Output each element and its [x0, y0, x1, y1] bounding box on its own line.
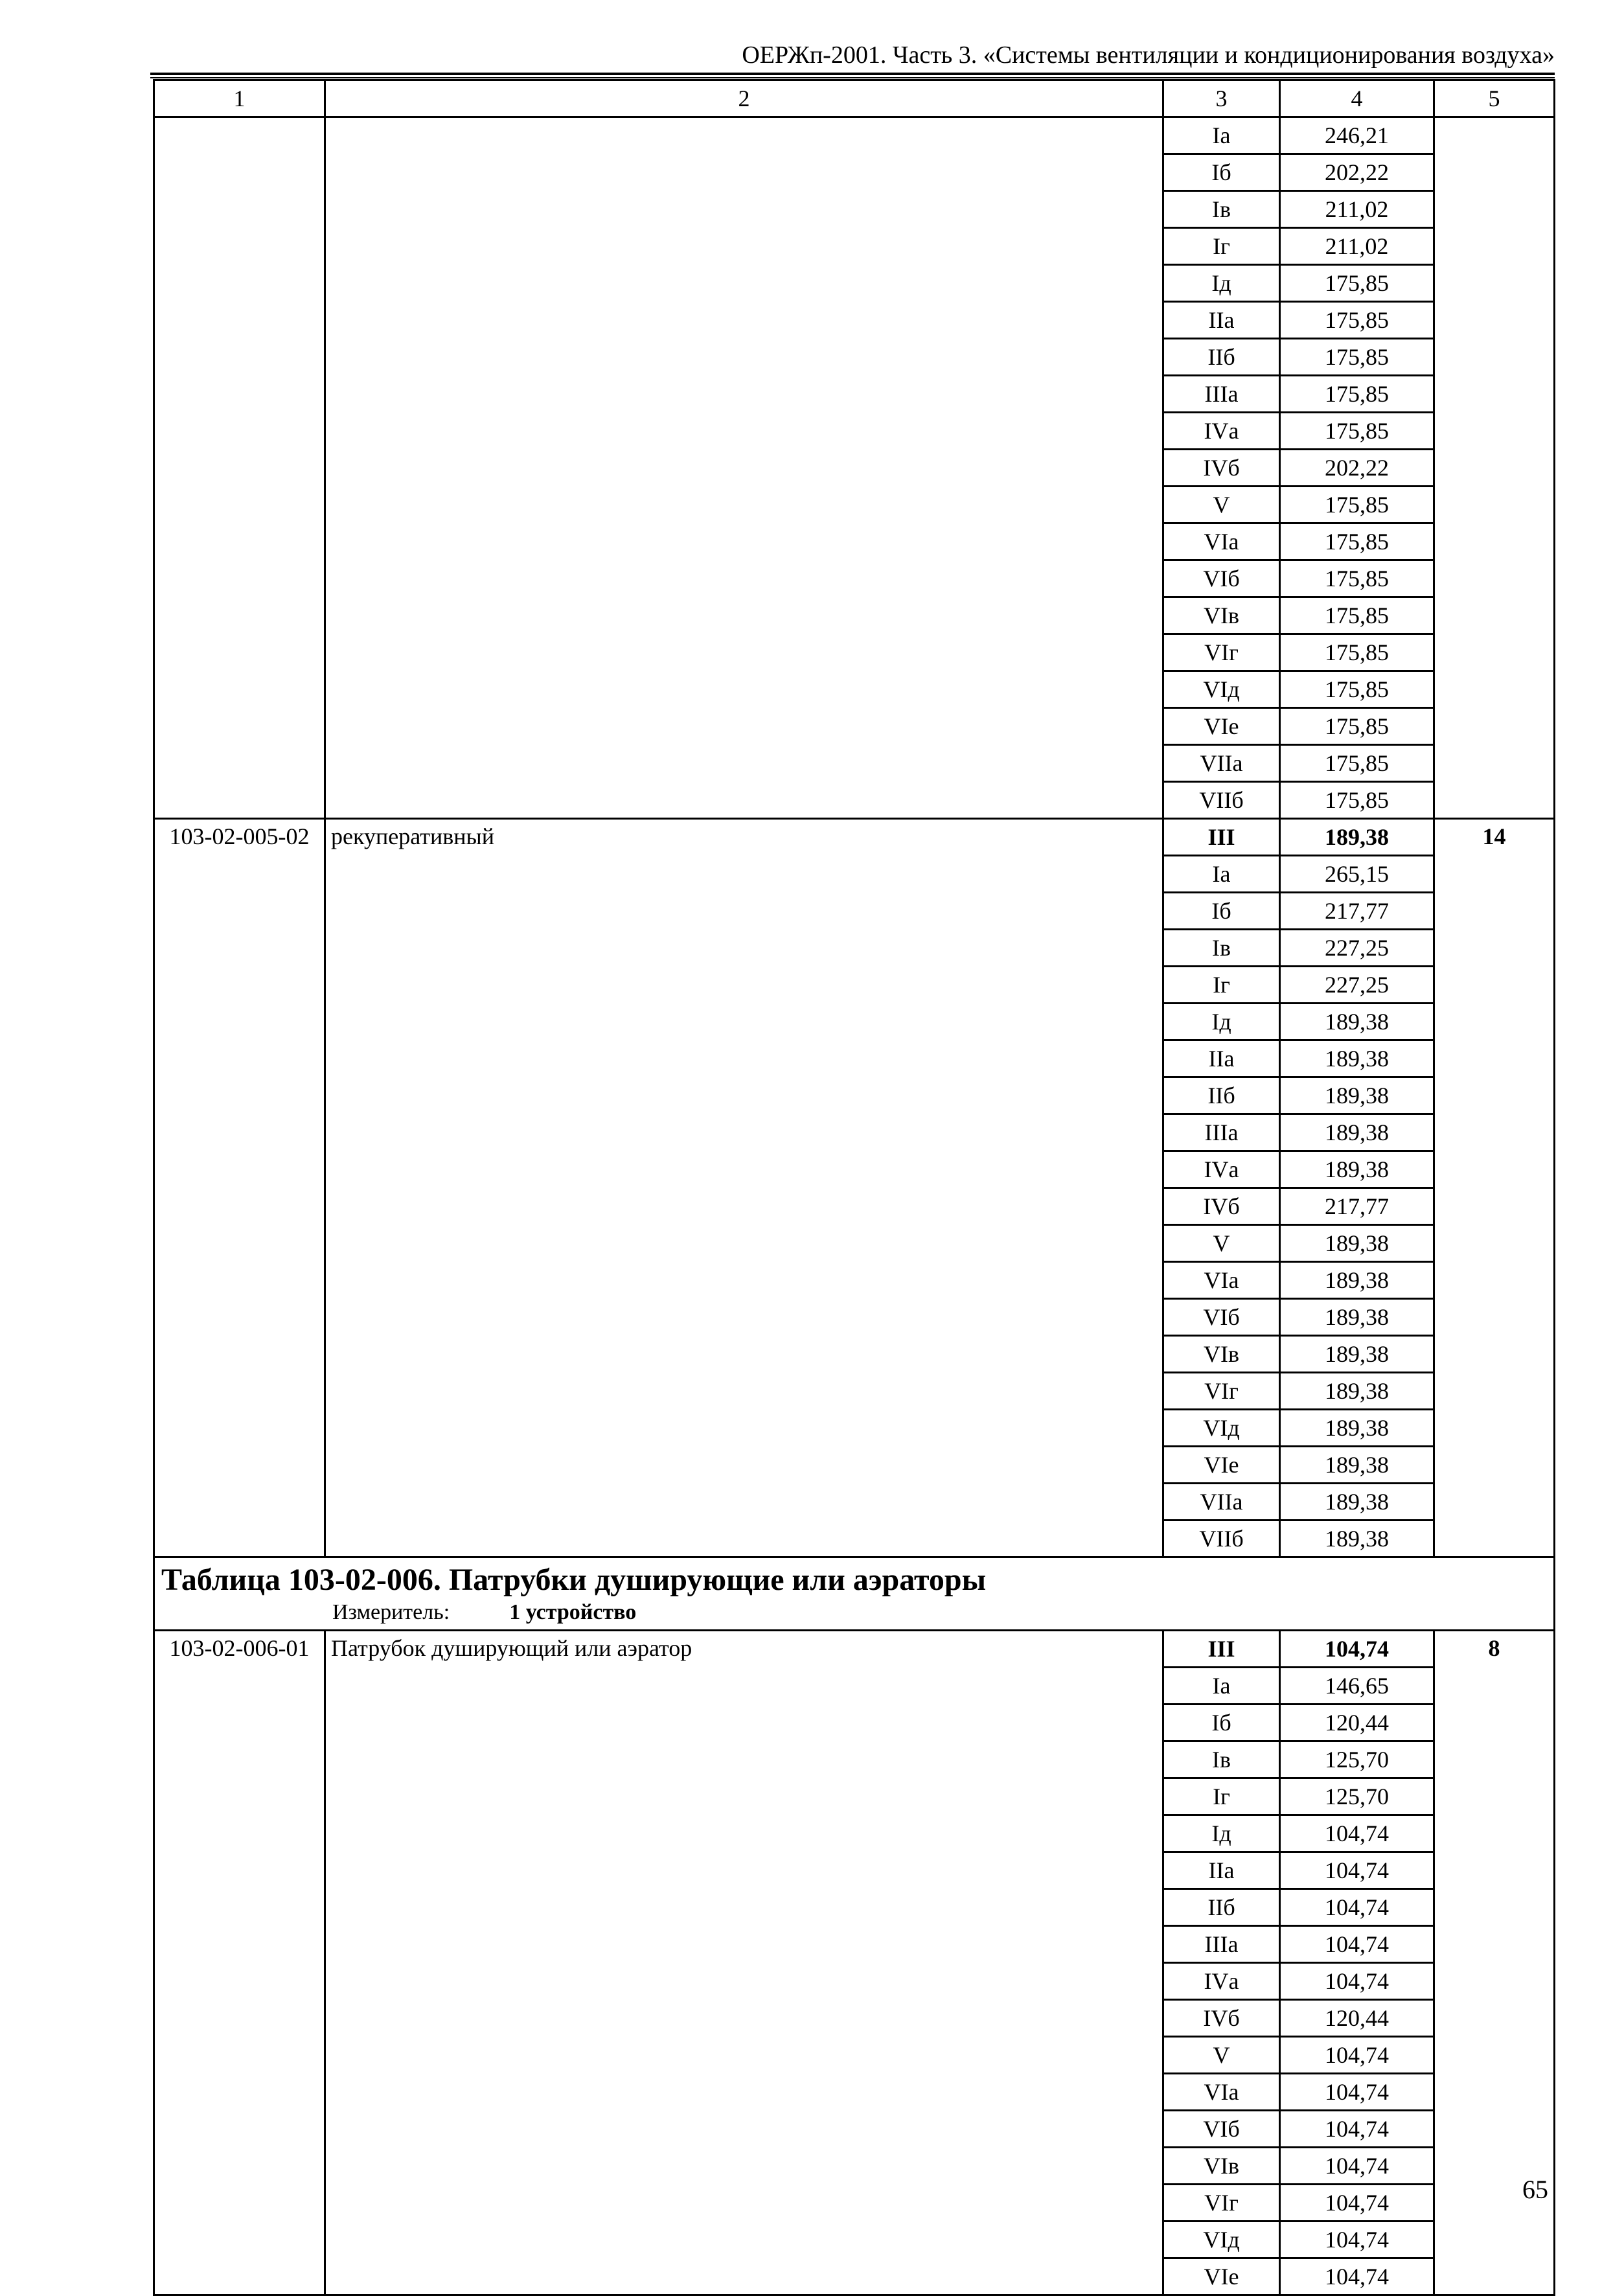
value-cell: 217,77	[1280, 893, 1434, 930]
zone-cell: VIб	[1163, 2111, 1280, 2148]
value-cell: 175,85	[1280, 745, 1434, 782]
value-cell: 175,85	[1280, 265, 1434, 302]
value-cell: 202,22	[1280, 450, 1434, 487]
value-cell: 104,74	[1280, 1815, 1434, 1852]
value-cell: 104,74	[1280, 2037, 1434, 2074]
value-cell: 175,85	[1280, 523, 1434, 560]
value-cell: 104,74	[1280, 2111, 1434, 2148]
zone-cell: IVа	[1163, 413, 1280, 450]
zone-cell: Iб	[1163, 154, 1280, 191]
value-cell: 104,74	[1280, 2221, 1434, 2258]
row-code: 103-02-005-02	[154, 819, 325, 1557]
zone-cell: IIб	[1163, 1889, 1280, 1926]
value-cell: 175,85	[1280, 302, 1434, 339]
rates-table-body	[154, 80, 1555, 2295]
value-cell: 125,70	[1280, 1778, 1434, 1815]
zone-cell: VIIб	[1163, 782, 1280, 819]
zone-cell: VIв	[1163, 597, 1280, 634]
value-cell: 189,38	[1280, 1447, 1434, 1484]
value-cell: 104,74	[1280, 2074, 1434, 2111]
value-cell: 189,38	[1280, 1040, 1434, 1077]
value-cell: 104,74	[1280, 1926, 1434, 1963]
zone-cell: IIа	[1163, 1040, 1280, 1077]
zone-cell: Iв	[1163, 191, 1280, 228]
zone-cell: IVб	[1163, 2000, 1280, 2037]
zone-cell: VIе	[1163, 2258, 1280, 2295]
row-name	[325, 117, 1163, 819]
zone-cell: IIIа	[1163, 1926, 1280, 1963]
zone-cell: IIб	[1163, 339, 1280, 376]
table-row	[154, 117, 1555, 154]
zone-cell: VIIа	[1163, 745, 1280, 782]
zone-cell: VIа	[1163, 523, 1280, 560]
value-cell: 189,38	[1280, 1225, 1434, 1262]
zone-cell: VIIб	[1163, 1521, 1280, 1557]
column-number: 4	[1280, 80, 1434, 117]
value-cell: 227,25	[1280, 967, 1434, 1004]
column-number: 3	[1163, 80, 1280, 117]
zone-cell: VIа	[1163, 1262, 1280, 1299]
value-cell: 246,21	[1280, 117, 1434, 154]
value-cell: 175,85	[1280, 413, 1434, 450]
zone-cell: VIв	[1163, 2148, 1280, 2185]
zone-cell: IIIа	[1163, 1114, 1280, 1151]
zone-cell: VIд	[1163, 2221, 1280, 2258]
zone-cell: III	[1163, 819, 1280, 856]
value-cell: 175,85	[1280, 597, 1434, 634]
value-cell: 104,74	[1280, 2148, 1434, 2185]
section-title: Таблица 103-02-006. Патрубки душирующие или аэраторы	[161, 1563, 987, 1597]
page-number: 65	[1522, 2175, 1548, 2204]
value-cell: 189,38	[1280, 1077, 1434, 1114]
measure-label: Измеритель:	[332, 1600, 450, 1624]
zone-cell: Iв	[1163, 1741, 1280, 1778]
value-cell: 175,85	[1280, 487, 1434, 523]
value-cell: 227,25	[1280, 930, 1434, 967]
zone-cell: Iа	[1163, 1668, 1280, 1705]
table-row	[154, 819, 1555, 856]
zone-cell: IVа	[1163, 1963, 1280, 2000]
zone-cell: Iг	[1163, 228, 1280, 265]
value-cell: 189,38	[1280, 1521, 1434, 1557]
zone-cell: IVа	[1163, 1151, 1280, 1188]
value-cell: 189,38	[1280, 819, 1434, 856]
value-cell: 104,74	[1280, 2258, 1434, 2295]
value-cell: 211,02	[1280, 228, 1434, 265]
value-cell: 104,74	[1280, 1963, 1434, 2000]
zone-cell: VIг	[1163, 1373, 1280, 1410]
value-cell: 175,85	[1280, 339, 1434, 376]
value-cell: 104,74	[1280, 2185, 1434, 2221]
zone-cell: IIа	[1163, 1852, 1280, 1889]
value-cell: 125,70	[1280, 1741, 1434, 1778]
value-cell: 175,85	[1280, 376, 1434, 413]
value-cell: 189,38	[1280, 1151, 1434, 1188]
zone-cell: VIе	[1163, 708, 1280, 745]
value-cell: 189,38	[1280, 1336, 1434, 1373]
value-cell: 189,38	[1280, 1484, 1434, 1521]
value-cell: 175,85	[1280, 560, 1434, 597]
value-cell: 120,44	[1280, 2000, 1434, 2037]
value-cell: 120,44	[1280, 1705, 1434, 1741]
zone-cell: VIг	[1163, 634, 1280, 671]
zone-cell: Iд	[1163, 1815, 1280, 1852]
row-name: рекуперативный	[325, 819, 1163, 1557]
zone-cell: Iа	[1163, 117, 1280, 154]
zone-cell: IVб	[1163, 450, 1280, 487]
value-cell: 265,15	[1280, 856, 1434, 893]
zone-cell: Iг	[1163, 967, 1280, 1004]
zone-cell: V	[1163, 1225, 1280, 1262]
zone-cell: Iб	[1163, 893, 1280, 930]
header-rule-thick	[150, 73, 1555, 75]
zone-cell: VIв	[1163, 1336, 1280, 1373]
row-extra: 14	[1434, 819, 1555, 1557]
value-cell: 104,74	[1280, 1631, 1434, 1668]
value-cell: 202,22	[1280, 154, 1434, 191]
zone-cell: IVб	[1163, 1188, 1280, 1225]
value-cell: 189,38	[1280, 1410, 1434, 1447]
measure-value: 1 устройство	[509, 1600, 637, 1624]
zone-cell: Iб	[1163, 1705, 1280, 1741]
value-cell: 175,85	[1280, 671, 1434, 708]
measure-line	[161, 1600, 1553, 1625]
zone-cell: IIа	[1163, 302, 1280, 339]
row-name: Патрубок душирующий или аэратор	[325, 1631, 1163, 2295]
value-cell: 175,85	[1280, 634, 1434, 671]
zone-cell: Iг	[1163, 1778, 1280, 1815]
value-cell: 175,85	[1280, 782, 1434, 819]
zone-cell: VIа	[1163, 2074, 1280, 2111]
row-code	[154, 117, 325, 819]
value-cell: 146,65	[1280, 1668, 1434, 1705]
value-cell: 189,38	[1280, 1004, 1434, 1040]
value-cell: 189,38	[1280, 1299, 1434, 1336]
value-cell: 104,74	[1280, 1852, 1434, 1889]
zone-cell: Iд	[1163, 265, 1280, 302]
table-row	[154, 1631, 1555, 1668]
zone-cell: VIIа	[1163, 1484, 1280, 1521]
zone-cell: Iд	[1163, 1004, 1280, 1040]
value-cell: 175,85	[1280, 708, 1434, 745]
column-number: 5	[1434, 80, 1555, 117]
zone-cell: IIб	[1163, 1077, 1280, 1114]
value-cell: 189,38	[1280, 1262, 1434, 1299]
zone-cell: IIIа	[1163, 376, 1280, 413]
zone-cell: Iв	[1163, 930, 1280, 967]
zone-cell: VIд	[1163, 1410, 1280, 1447]
zone-cell: V	[1163, 487, 1280, 523]
value-cell: 189,38	[1280, 1373, 1434, 1410]
row-extra	[1434, 117, 1555, 819]
column-number-row	[154, 80, 1555, 117]
value-cell: 104,74	[1280, 1889, 1434, 1926]
zone-cell: V	[1163, 2037, 1280, 2074]
section-cell	[154, 1557, 1555, 1631]
zone-cell: VIб	[1163, 560, 1280, 597]
header-rule-thin	[150, 77, 1555, 78]
row-extra: 8	[1434, 1631, 1555, 2295]
zone-cell: VIд	[1163, 671, 1280, 708]
zone-cell: VIб	[1163, 1299, 1280, 1336]
rates-table	[153, 79, 1555, 2296]
value-cell: 189,38	[1280, 1114, 1434, 1151]
value-cell: 211,02	[1280, 191, 1434, 228]
zone-cell: VIг	[1163, 2185, 1280, 2221]
section-row	[154, 1557, 1555, 1631]
column-number: 2	[325, 80, 1163, 117]
value-cell: 217,77	[1280, 1188, 1434, 1225]
zone-cell: III	[1163, 1631, 1280, 1668]
row-code: 103-02-006-01	[154, 1631, 325, 2295]
column-number: 1	[154, 80, 325, 117]
zone-cell: VIе	[1163, 1447, 1280, 1484]
zone-cell: Iа	[1163, 856, 1280, 893]
page-header: ОЕРЖп-2001. Часть 3. «Системы вентиляции и кондиционирования воздуха»	[742, 41, 1555, 69]
